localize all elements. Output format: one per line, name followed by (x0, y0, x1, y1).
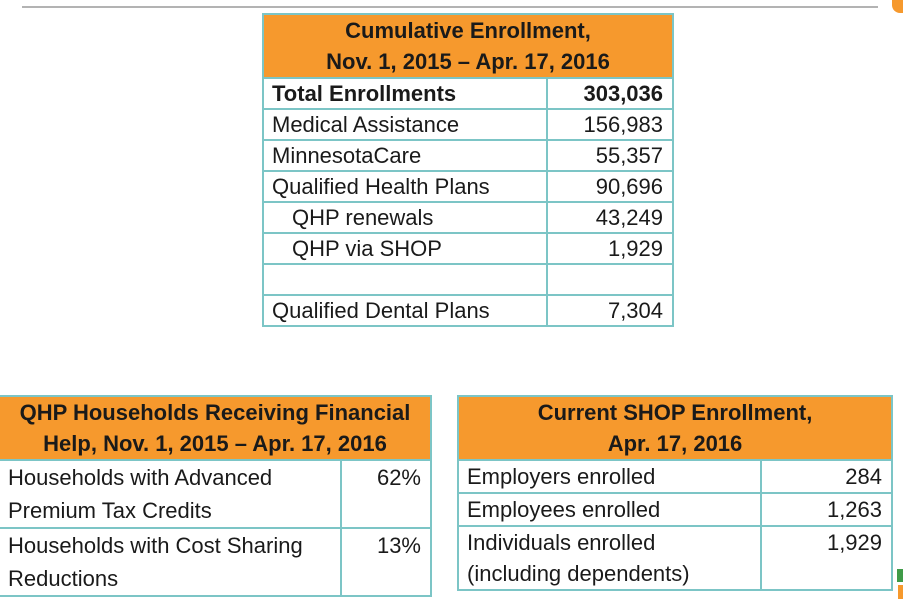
row-label: QHP via SHOP (263, 233, 547, 264)
table-row-minnesotacare (263, 140, 673, 171)
row-label: Qualified Dental Plans (263, 295, 547, 326)
title-line-1: QHP Households Receiving Financial (19, 400, 411, 425)
row-label (263, 264, 547, 295)
row-label (0, 460, 341, 528)
row-value: 284 (761, 460, 892, 493)
row-label: Medical Assistance (263, 109, 547, 140)
shop-table-title (458, 396, 892, 460)
row-value: 156,983 (547, 109, 673, 140)
title-line-2: Nov. 1, 2015 – Apr. 17, 2016 (326, 49, 610, 74)
title-line-1: Cumulative Enrollment, (345, 18, 591, 43)
table-header-row (0, 396, 431, 460)
bottom-right-green-decoration (897, 569, 903, 582)
cumulative-enrollment-table (262, 13, 674, 327)
row-label (458, 526, 761, 590)
financial-help-table (0, 395, 432, 597)
row-value: 62% (341, 460, 431, 528)
row-label: Total Enrollments (263, 78, 547, 109)
title-line-2: Apr. 17, 2016 (607, 431, 743, 456)
table-row-employees-enrolled (458, 493, 892, 526)
title-line-1: Current SHOP Enrollment, (537, 400, 813, 425)
row-label (0, 528, 341, 596)
table-row-cost-sharing-reductions (0, 528, 431, 596)
row-value: 1,929 (547, 233, 673, 264)
row-label: MinnesotaCare (263, 140, 547, 171)
table-row-qualified-health-plans (263, 171, 673, 202)
label-line-1: Households with Advanced (8, 465, 273, 490)
label-line-2: Premium Tax Credits (8, 498, 212, 523)
table-row-individuals-enrolled (458, 526, 892, 590)
table-row-employers-enrolled (458, 460, 892, 493)
top-divider-line (22, 6, 878, 8)
row-value: 55,357 (547, 140, 673, 171)
label-line-2: (including dependents) (467, 561, 690, 586)
row-value: 13% (341, 528, 431, 596)
row-value: 1,263 (761, 493, 892, 526)
table-row-medical-assistance (263, 109, 673, 140)
row-label: Employees enrolled (458, 493, 761, 526)
label-line-2: Reductions (8, 566, 119, 591)
shop-enrollment-table (457, 395, 893, 591)
title-line-2: Help, Nov. 1, 2015 – Apr. 17, 2016 (43, 431, 387, 456)
row-label: Qualified Health Plans (263, 171, 547, 202)
table-row-total-enrollments (263, 78, 673, 109)
table-row-qhp-renewals (263, 202, 673, 233)
row-value: 1,929 (761, 526, 892, 590)
table-row-qualified-dental-plans (263, 295, 673, 326)
table-row-advanced-premium-tax-credits (0, 460, 431, 528)
label-line-1: Individuals enrolled (467, 530, 656, 555)
row-value (547, 264, 673, 295)
cumulative-table-title (263, 14, 673, 78)
top-right-orange-decoration (892, 0, 903, 13)
label-line-1: Households with Cost Sharing (8, 533, 303, 558)
bottom-right-orange-decoration (898, 585, 903, 599)
table-header-row (263, 14, 673, 78)
row-value: 7,304 (547, 295, 673, 326)
table-row-empty (263, 264, 673, 295)
financial-help-table-title (0, 396, 431, 460)
table-header-row (458, 396, 892, 460)
row-value: 90,696 (547, 171, 673, 202)
row-label: Employers enrolled (458, 460, 761, 493)
row-value: 43,249 (547, 202, 673, 233)
row-label: QHP renewals (263, 202, 547, 233)
table-row-qhp-via-shop (263, 233, 673, 264)
row-value: 303,036 (547, 78, 673, 109)
